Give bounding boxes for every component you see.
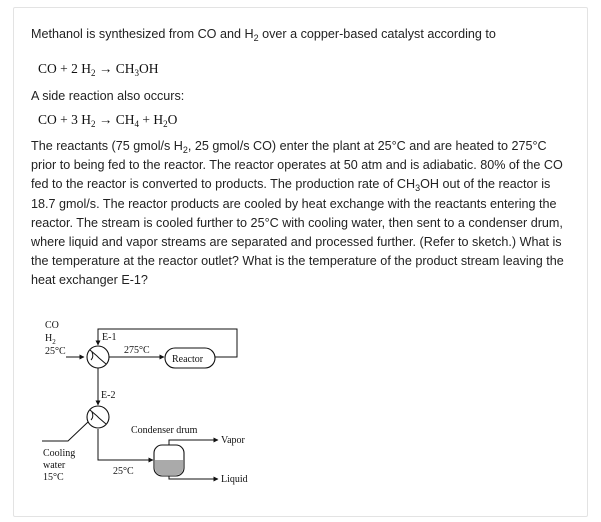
paragraph-line: The reactants (75 gmol/s $H_2$, 25 gmol/s CO) enter the plant at 25°C and are heated to 275°C xyxy=(31,139,547,155)
feed-co-label: CO xyxy=(45,320,59,331)
paragraph-line: fed to the reactor is converted to products. The production rate of $CH_3OH$ out of the reactor is xyxy=(31,177,551,194)
paragraph-line: the temperature at the reactor outlet? What is the temperature of the product stream leaving the xyxy=(31,254,564,269)
feed-temp-label: 25°C xyxy=(45,346,66,357)
water-label: water xyxy=(43,460,66,471)
liquid-label: Liquid xyxy=(221,474,248,485)
main-reaction-equation: CO + 2 $H_2 \to CH_3OH$ xyxy=(38,61,159,78)
cooling-label: Cooling xyxy=(43,448,76,459)
paragraph-line: 18.7 gmol/s. The reactor products are cooled by heat exchange with the reactants entering the xyxy=(31,196,557,211)
side-reaction-text: A side reaction also occurs: xyxy=(31,89,185,103)
temp-25-label: 25°C xyxy=(113,466,134,477)
paragraph-line: where liquid and vapor streams are separated and processed further. (Refer to sketch.) What is xyxy=(31,234,562,249)
water-temp-label: 15°C xyxy=(43,472,64,483)
paragraph-line: reactor. The stream is cooled further to 25°C with cooling water, then sent to a condenser drum, xyxy=(31,215,563,230)
feed-h2-label: $H_2$ xyxy=(45,333,56,346)
temp-275-label: 275°C xyxy=(124,345,150,356)
e1-label: E-1 xyxy=(102,332,117,343)
paragraph-line: prior to being fed to the reactor. The reactor operates at 50 atm and is adiabatic. 80% of the CO xyxy=(31,158,563,173)
intro-text: Methanol is synthesized from CO and $H_2$ over a copper-based catalyst according to xyxy=(31,27,496,43)
vapor-line xyxy=(169,440,218,445)
condenser-label: Condenser drum xyxy=(131,425,198,436)
vapor-label: Vapor xyxy=(221,435,245,446)
drum-liquid xyxy=(155,460,183,475)
reactor-label: Reactor xyxy=(172,354,204,365)
side-reaction-equation: CO + 3 $H_2 \to CH_4 + H_2O$ xyxy=(38,112,178,129)
cooling-water-line xyxy=(42,422,88,441)
e2-label: E-2 xyxy=(101,390,116,401)
paragraph-line: heat exchanger E-1? xyxy=(31,273,148,288)
